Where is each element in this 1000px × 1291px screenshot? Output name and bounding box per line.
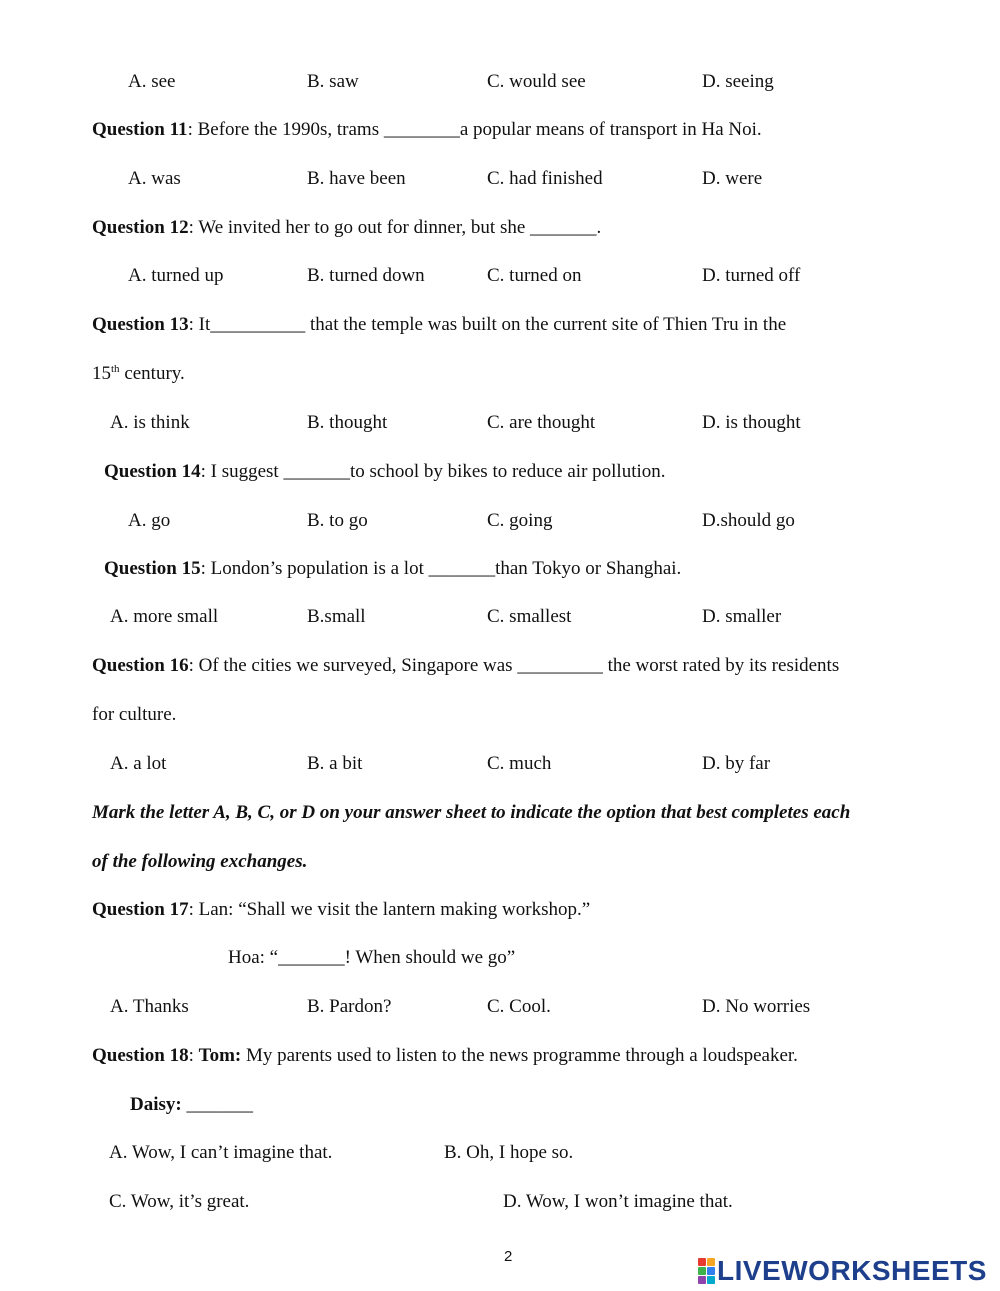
option-b[interactable]: B. a bit: [307, 753, 363, 774]
option-b[interactable]: B.small: [307, 606, 366, 627]
option-b[interactable]: B. saw: [307, 71, 359, 92]
question-text-continued: for culture.: [92, 704, 177, 725]
option-d[interactable]: D. smaller: [702, 606, 782, 627]
question-label: Question 14: [104, 461, 201, 482]
option-a[interactable]: A. Thanks: [110, 996, 189, 1017]
option-d[interactable]: D. is thought: [702, 412, 801, 433]
option-c[interactable]: C. Cool.: [487, 996, 551, 1017]
speaker-daisy: Daisy:: [130, 1094, 182, 1115]
option-d[interactable]: D. turned off: [702, 265, 801, 286]
option-a[interactable]: A. Wow, I can’t imagine that.: [109, 1142, 333, 1163]
question-body-cont: century.: [119, 363, 185, 384]
option-a[interactable]: A. turned up: [128, 265, 224, 286]
question-text: [92, 654, 839, 678]
question-label: Question 17: [92, 899, 189, 920]
question-body: : Lan: “Shall we visit the lantern making workshop.”: [188, 899, 591, 920]
option-b[interactable]: B. to go: [307, 510, 368, 531]
option-c[interactable]: C. are thought: [487, 412, 596, 433]
question-text: [92, 118, 762, 142]
instruction-line-1: Mark the letter A, B, C, or D on your answer sheet to indicate the option that best completes each: [92, 802, 851, 823]
option-a[interactable]: A. is think: [110, 412, 190, 433]
option-c[interactable]: C. had finished: [487, 168, 603, 189]
question-label: Question 16: [92, 655, 189, 676]
question-sep: :: [188, 1045, 199, 1066]
question-body: : London’s population is a lot _______than Tokyo or Shanghai.: [200, 558, 682, 579]
option-d[interactable]: D. No worries: [702, 996, 811, 1017]
instruction-line-2: of the following exchanges.: [92, 851, 308, 872]
logo-square: [707, 1267, 715, 1275]
question-body: : Of the cities we surveyed, Singapore was _________ the worst rated by its residents: [188, 655, 840, 676]
liveworksheets-logo[interactable]: [698, 1256, 987, 1286]
option-a[interactable]: A. a lot: [110, 753, 167, 774]
question-text: [92, 216, 601, 240]
option-c[interactable]: C. going: [487, 510, 553, 531]
option-b[interactable]: B. Oh, I hope so.: [444, 1142, 574, 1163]
option-b[interactable]: B. Pardon?: [307, 996, 392, 1017]
option-a[interactable]: A. was: [128, 168, 181, 189]
logo-square: [698, 1267, 706, 1275]
option-d[interactable]: D.should go: [702, 510, 795, 531]
option-b[interactable]: B. turned down: [307, 265, 425, 286]
question-label: Question 15: [104, 558, 201, 579]
question-text: [104, 557, 681, 581]
option-d[interactable]: D. Wow, I won’t imagine that.: [503, 1191, 733, 1212]
dialogue-reply: [130, 1093, 253, 1117]
logo-grid-icon: [698, 1258, 715, 1284]
question-body: : Before the 1990s, trams ________a popular means of transport in Ha Noi.: [187, 119, 762, 140]
question-label: Question 11: [92, 119, 188, 140]
option-a[interactable]: A. more small: [110, 606, 219, 627]
option-c[interactable]: C. smallest: [487, 606, 572, 627]
question-label: Question 12: [92, 217, 189, 238]
century-number: 15: [92, 363, 111, 384]
question-label: Question 13: [92, 314, 189, 335]
brand-name: LIVEWORKSHEETS: [717, 1255, 987, 1286]
question-text: [104, 460, 666, 484]
question-text-continued: [92, 362, 185, 386]
option-d[interactable]: D. were: [702, 168, 763, 189]
logo-square: [707, 1258, 715, 1266]
question-body: : We invited her to go out for dinner, but she _______.: [188, 217, 602, 238]
option-d[interactable]: D. by far: [702, 753, 771, 774]
option-a[interactable]: A. go: [128, 510, 171, 531]
question-text: [92, 1044, 798, 1068]
option-b[interactable]: B. have been: [307, 168, 406, 189]
option-c[interactable]: C. Wow, it’s great.: [109, 1191, 250, 1212]
option-c[interactable]: C. much: [487, 753, 552, 774]
option-c[interactable]: C. would see: [487, 71, 586, 92]
page-number: 2: [504, 1248, 513, 1265]
question-label: Question 18: [92, 1045, 189, 1066]
option-a[interactable]: A. see: [128, 71, 176, 92]
answer-blank: _______: [181, 1094, 253, 1115]
question-body: My parents used to listen to the news programme through a loudspeaker.: [241, 1045, 798, 1066]
logo-square: [707, 1276, 715, 1284]
logo-square: [698, 1258, 706, 1266]
question-body: : I suggest _______to school by bikes to reduce air pollution.: [200, 461, 666, 482]
speaker-tom: Tom:: [198, 1045, 242, 1066]
logo-square: [698, 1276, 706, 1284]
option-b[interactable]: B. thought: [307, 412, 388, 433]
dialogue-reply: Hoa: “_______! When should we go”: [228, 947, 516, 968]
option-c[interactable]: C. turned on: [487, 265, 582, 286]
option-d[interactable]: D. seeing: [702, 71, 774, 92]
ordinal-suffix: th: [111, 363, 120, 375]
question-text: [92, 898, 590, 922]
question-text: [92, 313, 786, 337]
question-body: : It__________ that the temple was built on the current site of Thien Tru in the: [188, 314, 787, 335]
